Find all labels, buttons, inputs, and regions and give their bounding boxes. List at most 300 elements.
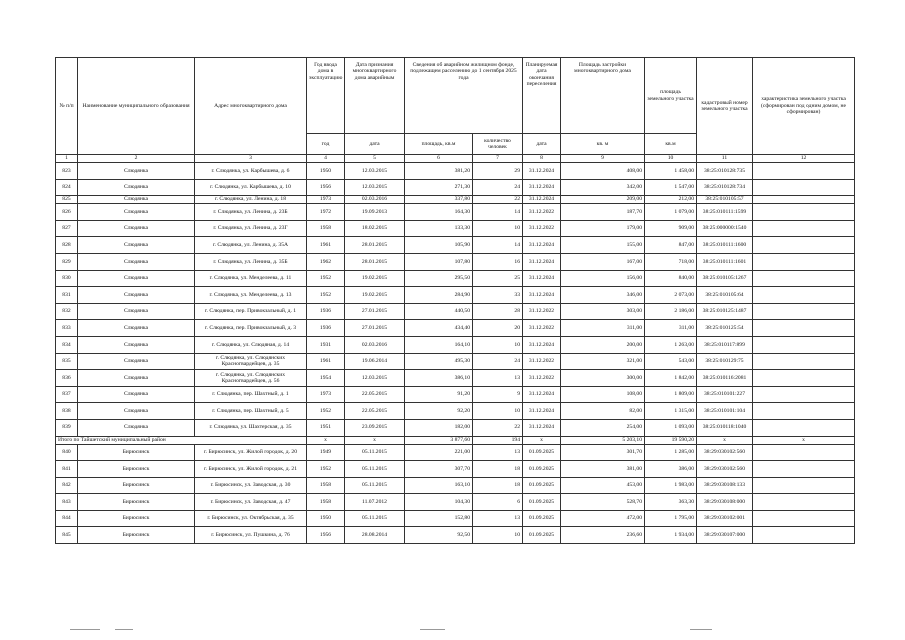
cell-year: 1961: [307, 237, 345, 254]
cell-plan: 31.12.2024: [523, 403, 561, 420]
cell-build: 321,00: [561, 353, 645, 370]
cell-addr: г. Слюдянка, ул. Карбышева, д. 10: [195, 179, 307, 196]
cell-addr: г. Бирюсинск, ул. Октябрьская, д. 35: [195, 510, 307, 527]
cell-cad: 38:29:030108:000: [697, 494, 753, 511]
cell-addr: г. Слюдянка, ул. Ленина, д. 23Б: [195, 204, 307, 221]
cell-year: 1958: [307, 494, 345, 511]
cell-plan: 31.12.2024: [523, 386, 561, 403]
cell-ch: [753, 477, 855, 494]
cell-people: 29: [473, 163, 523, 180]
cell-date: 05.11.2015: [345, 510, 405, 527]
cell-build: 472,00: [561, 510, 645, 527]
cell-cad: 38:25:010111:1600: [697, 237, 753, 254]
cell-year: 1956: [307, 179, 345, 196]
header-date-recognized: Дата признания многоквартирного дома аварийным: [345, 58, 405, 134]
cell-area: 295,50: [405, 270, 473, 287]
subheader-date2: дата: [523, 134, 561, 155]
subheader-year: год: [307, 134, 345, 155]
total-label: Итого по Тайшетский муниципальный район: [56, 436, 307, 444]
cell-people: 18: [473, 461, 523, 478]
subheader-people: количество человек: [473, 134, 523, 155]
table-row: [56, 253, 855, 270]
cell-n: 832: [56, 303, 78, 320]
cell-cad: 38:29:030102:001: [697, 510, 753, 527]
col-number: 11: [697, 155, 753, 163]
col-number: 6: [405, 155, 473, 163]
table-row: [56, 444, 855, 461]
cell-ch: [753, 204, 855, 221]
cell-plan: 31.12.2024: [523, 179, 561, 196]
cell-people: 10: [473, 336, 523, 353]
table-row: [56, 163, 855, 180]
cell-area: 271,30: [405, 179, 473, 196]
total-area: 3 877,60: [405, 436, 473, 444]
total-build: 5 203,10: [561, 436, 645, 444]
cell-mun: Слюдянка: [78, 270, 195, 287]
cell-people: 25: [473, 270, 523, 287]
cell-area: 163,10: [405, 477, 473, 494]
cell-cad: 38:25:010128:734: [697, 179, 753, 196]
cell-ch: [753, 163, 855, 180]
cell-build: 408,00: [561, 163, 645, 180]
cell-ch: [753, 494, 855, 511]
cell-addr: г. Слюдянка, пер. Шахтный, д. 5: [195, 403, 307, 420]
cell-cad: 38:25:000000:1540: [697, 220, 753, 237]
cell-year: 1962: [307, 253, 345, 270]
col-number: 7: [473, 155, 523, 163]
total-plan: x: [523, 436, 561, 444]
scan-artifact-line: [690, 629, 712, 630]
cell-ch: [753, 287, 855, 304]
cell-land: 1 093,00: [645, 419, 697, 436]
cell-plan: 01.09.2025: [523, 461, 561, 478]
cell-addr: г. Слюдянка, ул. Ленина, д. 18: [195, 196, 307, 204]
col-number: 4: [307, 155, 345, 163]
cell-addr: г. Бирюсинск, ул. Жилой городок, д. 21: [195, 461, 307, 478]
table-row: [56, 403, 855, 420]
cell-ch: [753, 237, 855, 254]
cell-mun: Слюдянка: [78, 419, 195, 436]
cell-mun: Слюдянка: [78, 287, 195, 304]
cell-area: 152,80: [405, 510, 473, 527]
cell-land: 2 073,00: [645, 287, 697, 304]
cell-build: 108,00: [561, 386, 645, 403]
table-row: [56, 179, 855, 196]
cell-ch: [753, 386, 855, 403]
cell-mun: Слюдянка: [78, 163, 195, 180]
subheader-sqm: кв. м: [561, 134, 645, 155]
cell-land: 1 842,00: [645, 370, 697, 387]
cell-n: 845: [56, 527, 78, 544]
cell-ch: [753, 403, 855, 420]
table-row: [56, 527, 855, 544]
cell-area: 182,00: [405, 419, 473, 436]
header-land-area: площадь земельного участка: [645, 58, 697, 134]
cell-mun: Слюдянка: [78, 336, 195, 353]
cell-ch: [753, 370, 855, 387]
cell-people: 6: [473, 494, 523, 511]
cell-cad: 38:25:010125:54: [697, 320, 753, 337]
cell-build: 254,00: [561, 419, 645, 436]
table-row: [56, 494, 855, 511]
cell-n: 828: [56, 237, 78, 254]
cell-addr: г. Бирюсинск, ул. Заводская, д. 47: [195, 494, 307, 511]
table-row: [56, 370, 855, 387]
cell-plan: 31.12.2024: [523, 419, 561, 436]
cell-build: 303,00: [561, 303, 645, 320]
cell-ch: [753, 220, 855, 237]
cell-date: 28.01.2015: [345, 253, 405, 270]
cell-mun: Слюдянка: [78, 204, 195, 221]
cell-year: 1950: [307, 163, 345, 180]
table-row: [56, 320, 855, 337]
cell-land: 909,00: [645, 220, 697, 237]
table-row: [56, 336, 855, 353]
cell-people: 22: [473, 196, 523, 204]
cell-people: 24: [473, 353, 523, 370]
register-table: [55, 57, 855, 544]
cell-n: 837: [56, 386, 78, 403]
table-row: [56, 196, 855, 204]
cell-ch: [753, 461, 855, 478]
cell-plan: 31.12.2024: [523, 237, 561, 254]
cell-land: 386,00: [645, 461, 697, 478]
total-date: x: [345, 436, 405, 444]
cell-plan: 31.12.2024: [523, 196, 561, 204]
cell-addr: г. Слюдянка, пер. Привокзальный, д. 3: [195, 320, 307, 337]
cell-land: 1 285,00: [645, 444, 697, 461]
cell-date: 12.03.2015: [345, 163, 405, 180]
cell-people: 13: [473, 510, 523, 527]
cell-year: 1961: [307, 353, 345, 370]
cell-date: 05.11.2015: [345, 477, 405, 494]
cell-land: 847,00: [645, 237, 697, 254]
cell-mun: Слюдянка: [78, 237, 195, 254]
header-building-area: Площадь застройки многоквартирного дома: [561, 58, 645, 134]
cell-year: 1954: [307, 370, 345, 387]
cell-build: 187,70: [561, 204, 645, 221]
cell-build: 346,00: [561, 287, 645, 304]
cell-n: 823: [56, 163, 78, 180]
cell-land: 363,30: [645, 494, 697, 511]
total-cad: x: [697, 436, 753, 444]
header-land-characteristic: характеристика земельного участка (сформирован под одним домом, не сформирован): [753, 58, 855, 155]
table-row: [56, 510, 855, 527]
col-number: 2: [78, 155, 195, 163]
header-address: Адрес многоквартирного дома: [195, 58, 307, 155]
cell-n: 841: [56, 461, 78, 478]
header-planned-date: Планируемая дата окончания переселения: [523, 58, 561, 134]
cell-area: 91,20: [405, 386, 473, 403]
cell-date: 12.03.2015: [345, 179, 405, 196]
cell-addr: г. Бирюсинск, ул. Заводская, д. 30: [195, 477, 307, 494]
cell-mun: Бирюсинск: [78, 494, 195, 511]
total-people: 194: [473, 436, 523, 444]
cell-people: 18: [473, 477, 523, 494]
cell-mun: Слюдянка: [78, 320, 195, 337]
cell-year: 1952: [307, 403, 345, 420]
table-row: [56, 419, 855, 436]
cell-land: 311,00: [645, 320, 697, 337]
cell-build: 300,00: [561, 370, 645, 387]
cell-addr: г. Слюдянка, ул. Карбышева, д. 6: [195, 163, 307, 180]
cell-cad: 38:29:030108:133: [697, 477, 753, 494]
column-number-row: [56, 155, 855, 163]
col-number: 9: [561, 155, 645, 163]
cell-year: 1931: [307, 336, 345, 353]
table-row: [56, 270, 855, 287]
cell-build: 236,60: [561, 527, 645, 544]
cell-addr: г. Бирюсинск, ул. Пушкина, д. 76: [195, 527, 307, 544]
cell-area: 92,50: [405, 527, 473, 544]
table-row: [56, 386, 855, 403]
cell-mun: Слюдянка: [78, 303, 195, 320]
cell-people: 28: [473, 303, 523, 320]
cell-ch: [753, 353, 855, 370]
cell-n: 824: [56, 179, 78, 196]
scan-artifact-line: [70, 629, 100, 630]
cell-plan: 31.12.2024: [523, 287, 561, 304]
cell-n: 833: [56, 320, 78, 337]
col-number: 1: [56, 155, 78, 163]
cell-ch: [753, 510, 855, 527]
cell-plan: 01.09.2025: [523, 477, 561, 494]
cell-ch: [753, 196, 855, 204]
header-year: Год ввода дома в эксплуатацию: [307, 58, 345, 134]
cell-date: 28.01.2015: [345, 237, 405, 254]
cell-cad: 38:25:010125:1487: [697, 303, 753, 320]
col-number: 5: [345, 155, 405, 163]
cell-n: 839: [56, 419, 78, 436]
cell-people: 9: [473, 386, 523, 403]
cell-build: 528,70: [561, 494, 645, 511]
table-row: [56, 220, 855, 237]
cell-cad: 38:25:010105:1267: [697, 270, 753, 287]
cell-build: 342,00: [561, 179, 645, 196]
cell-addr: г. Слюдянка, пер. Шахтный, д. 1: [195, 386, 307, 403]
cell-cad: 38:25:010101:227: [697, 386, 753, 403]
total-ch: x: [753, 436, 855, 444]
cell-area: 104,30: [405, 494, 473, 511]
cell-area: 164,30: [405, 204, 473, 221]
cell-area: 133,30: [405, 220, 473, 237]
table-row: [56, 287, 855, 304]
cell-land: 2 186,00: [645, 303, 697, 320]
cell-n: 826: [56, 204, 78, 221]
cell-addr: г. Бирюсинск, ул. Жилой городок, д. 20: [195, 444, 307, 461]
cell-date: 27.01.2015: [345, 303, 405, 320]
cell-mun: Слюдянка: [78, 179, 195, 196]
cell-addr: г. Слюдянка, ул. Шахтерская, д. 35: [195, 419, 307, 436]
cell-plan: 01.09.2025: [523, 527, 561, 544]
cell-build: 209,00: [561, 196, 645, 204]
cell-addr: г. Слюдянка, ул. Слюдянских Красногвардейцев, д. 56: [195, 370, 307, 387]
cell-addr: г. Слюдянка, ул. Слюдяная, д. 14: [195, 336, 307, 353]
cell-ch: [753, 303, 855, 320]
cell-people: 13: [473, 444, 523, 461]
cell-mun: Бирюсинск: [78, 477, 195, 494]
cell-build: 200,00: [561, 336, 645, 353]
cell-land: 1 547,00: [645, 179, 697, 196]
cell-people: 10: [473, 220, 523, 237]
cell-area: 495,30: [405, 353, 473, 370]
cell-mun: Слюдянка: [78, 253, 195, 270]
table-body: [56, 155, 855, 544]
cell-date: 19.09.2013: [345, 204, 405, 221]
cell-year: 1936: [307, 320, 345, 337]
cell-area: 381,20: [405, 163, 473, 180]
cell-cad: 38:25:010128:735: [697, 163, 753, 180]
cell-people: 16: [473, 253, 523, 270]
cell-addr: г. Слюдянка, ул. Ленина, д. 23Г: [195, 220, 307, 237]
table-row: [56, 353, 855, 370]
cell-addr: г. Слюдянка, ул. Ленина, д. 35А: [195, 237, 307, 254]
cell-ch: [753, 336, 855, 353]
cell-mun: Бирюсинск: [78, 527, 195, 544]
cell-date: 19.02.2015: [345, 287, 405, 304]
cell-plan: 31.12.2024: [523, 270, 561, 287]
cell-year: 1952: [307, 461, 345, 478]
cell-build: 167,00: [561, 253, 645, 270]
col-number: 8: [523, 155, 561, 163]
cell-cad: 38:29:030102:560: [697, 461, 753, 478]
cell-build: 156,00: [561, 270, 645, 287]
subheader-date: дата: [345, 134, 405, 155]
cell-date: 18.02.2015: [345, 220, 405, 237]
header-municipality: Наименование муниципального образования: [78, 58, 195, 155]
cell-land: 840,00: [645, 270, 697, 287]
cell-date: 22.05.2015: [345, 386, 405, 403]
table-row: [56, 477, 855, 494]
cell-mun: Слюдянка: [78, 370, 195, 387]
cell-mun: Слюдянка: [78, 403, 195, 420]
cell-n: 831: [56, 287, 78, 304]
table-row: [56, 204, 855, 221]
cell-n: 835: [56, 353, 78, 370]
cell-addr: г. Слюдянка, ул. Менделеева, д. 13: [195, 287, 307, 304]
cell-year: 1958: [307, 220, 345, 237]
cell-year: 1952: [307, 270, 345, 287]
subheader-area: площадь, кв.м: [405, 134, 473, 155]
cell-area: 221,00: [405, 444, 473, 461]
cell-build: 311,00: [561, 320, 645, 337]
cell-n: 838: [56, 403, 78, 420]
cell-date: 27.01.2015: [345, 320, 405, 337]
cell-plan: 31.12.2022: [523, 204, 561, 221]
cell-land: 1 809,00: [645, 386, 697, 403]
cell-n: 825: [56, 196, 78, 204]
cell-cad: 38:25:010116:2081: [697, 370, 753, 387]
cell-plan: 31.12.2024: [523, 336, 561, 353]
cell-plan: 31.12.2022: [523, 320, 561, 337]
scan-artifact-line: [420, 629, 445, 630]
cell-area: 440,50: [405, 303, 473, 320]
cell-people: 14: [473, 237, 523, 254]
col-number: 12: [753, 155, 855, 163]
cell-cad: 38:25:010118:1040: [697, 419, 753, 436]
cell-land: 1 079,00: [645, 204, 697, 221]
cell-land: 1 934,00: [645, 527, 697, 544]
total-row: [56, 436, 855, 444]
cell-plan: 31.12.2024: [523, 253, 561, 270]
cell-cad: 38:29:030107:000: [697, 527, 753, 544]
cell-people: 13: [473, 370, 523, 387]
cell-year: 1951: [307, 419, 345, 436]
table-row: [56, 461, 855, 478]
cell-area: 107,80: [405, 253, 473, 270]
header-num: № п/п: [56, 58, 78, 155]
cell-land: 718,00: [645, 253, 697, 270]
cell-cad: 38:25:010105:57: [697, 196, 753, 204]
cell-cad: 38:25:010117:899: [697, 336, 753, 353]
cell-date: 19.02.2015: [345, 270, 405, 287]
cell-date: 11.07.2012: [345, 494, 405, 511]
cell-plan: 31.12.2022: [523, 353, 561, 370]
cell-addr: г. Слюдянка, ул. Менделеева, д. 11: [195, 270, 307, 287]
cell-area: 284,90: [405, 287, 473, 304]
cell-land: 1 458,00: [645, 163, 697, 180]
cell-area: 386,10: [405, 370, 473, 387]
cell-year: 1950: [307, 510, 345, 527]
cell-ch: [753, 270, 855, 287]
cell-date: 02.03.2016: [345, 196, 405, 204]
cell-n: 830: [56, 270, 78, 287]
cell-date: 28.08.2014: [345, 527, 405, 544]
total-land: 19 590,20: [645, 436, 697, 444]
cell-ch: [753, 444, 855, 461]
cell-ch: [753, 320, 855, 337]
header-cadastral: кадастровый номер земельного участка: [697, 58, 753, 155]
cell-area: 92,20: [405, 403, 473, 420]
cell-year: 1972: [307, 204, 345, 221]
cell-plan: 31.12.2024: [523, 163, 561, 180]
cell-mun: Бирюсинск: [78, 461, 195, 478]
cell-date: 23.09.2015: [345, 419, 405, 436]
cell-build: 155,00: [561, 237, 645, 254]
cell-build: 82,00: [561, 403, 645, 420]
cell-people: 10: [473, 527, 523, 544]
cell-n: 836: [56, 370, 78, 387]
cell-cad: 38:25:010111:1599: [697, 204, 753, 221]
cell-n: 827: [56, 220, 78, 237]
col-number: 10: [645, 155, 697, 163]
cell-land: 1 315,00: [645, 403, 697, 420]
cell-build: 381,00: [561, 461, 645, 478]
cell-mun: Бирюсинск: [78, 510, 195, 527]
header-info: Сведения об аварийном жилищном фонде, подлежащем расселению до 1 сентября 2025 года: [405, 58, 523, 134]
cell-ch: [753, 179, 855, 196]
cell-date: 05.11.2015: [345, 444, 405, 461]
cell-year: 1956: [307, 527, 345, 544]
cell-people: 24: [473, 179, 523, 196]
cell-build: 301,70: [561, 444, 645, 461]
cell-year: 1973: [307, 386, 345, 403]
cell-mun: Слюдянка: [78, 353, 195, 370]
cell-ch: [753, 253, 855, 270]
cell-area: 434,40: [405, 320, 473, 337]
cell-addr: г. Слюдянка, ул. Слюдянских Красногвардейцев, д. 35: [195, 353, 307, 370]
cell-date: 02.03.2016: [345, 336, 405, 353]
cell-area: 337,80: [405, 196, 473, 204]
cell-area: 164,10: [405, 336, 473, 353]
cell-n: 843: [56, 494, 78, 511]
cell-people: 20: [473, 320, 523, 337]
cell-date: 22.05.2015: [345, 403, 405, 420]
cell-cad: 38:25:010105:64: [697, 287, 753, 304]
cell-build: 179,00: [561, 220, 645, 237]
cell-year: 1936: [307, 303, 345, 320]
cell-land: 212,00: [645, 196, 697, 204]
